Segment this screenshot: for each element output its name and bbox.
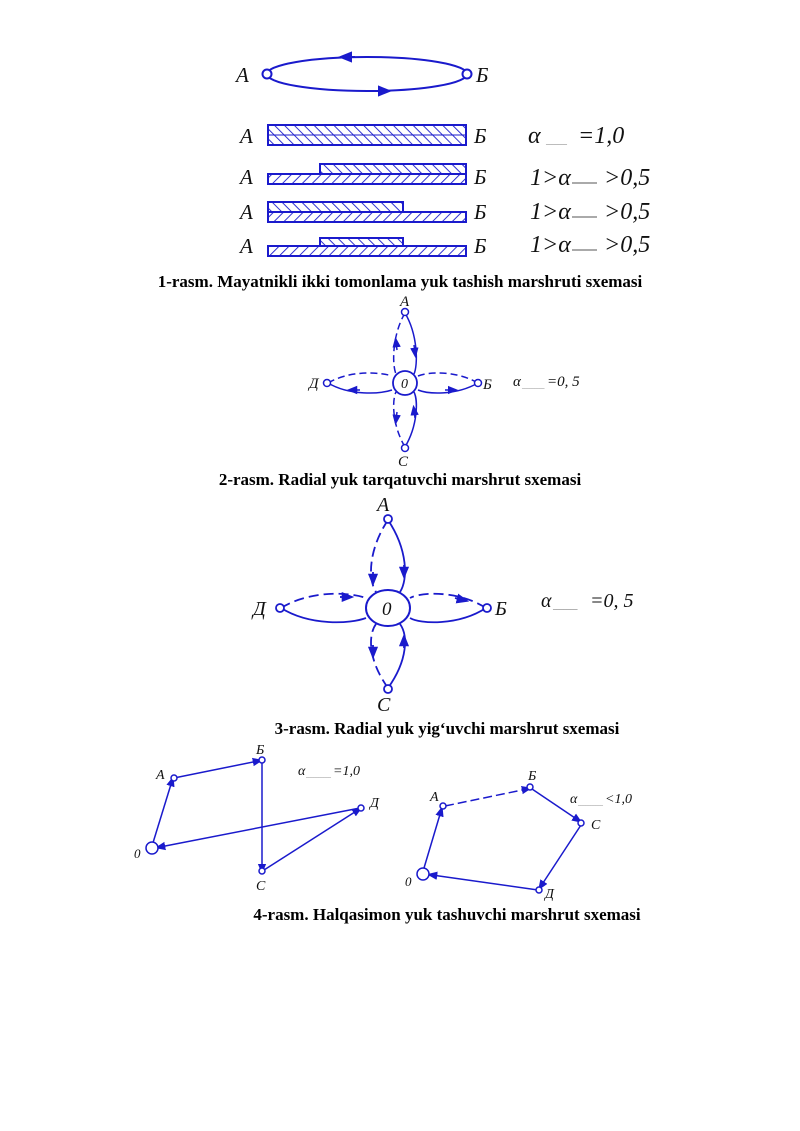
center-label: 0 bbox=[401, 377, 408, 392]
node-c-label: С bbox=[591, 818, 601, 833]
route-0-a bbox=[152, 781, 172, 846]
node-a-label: А bbox=[156, 768, 165, 783]
node-b-point bbox=[463, 70, 472, 79]
route-right-dashed bbox=[410, 594, 486, 608]
row2-node-a: А bbox=[240, 165, 253, 189]
load-row-2 bbox=[238, 164, 650, 191]
route-down-solid bbox=[388, 624, 405, 688]
route-left-dashed bbox=[328, 373, 392, 383]
route-down-solid bbox=[405, 392, 416, 447]
node-b-label: Б bbox=[256, 743, 265, 758]
coef-subscript: __________ bbox=[306, 774, 331, 779]
coef-symbol: α bbox=[513, 374, 521, 390]
coef-subscript: _________ bbox=[522, 385, 545, 390]
row1-value: =1,0 bbox=[578, 123, 625, 149]
load-bar-top bbox=[268, 202, 403, 212]
route-c-d bbox=[264, 810, 358, 870]
route-left-dashed bbox=[281, 594, 366, 608]
route-left-solid bbox=[281, 608, 366, 622]
arrow-down bbox=[396, 412, 397, 420]
figure-4-caption: 4-rasm. Halqasimon yuk tashuvchi marshrut sxemasi bbox=[253, 905, 641, 924]
node-b-label: Б bbox=[476, 63, 489, 87]
route-up-dashed bbox=[371, 520, 388, 592]
node-a-label: А bbox=[430, 790, 439, 805]
arrow-down-return bbox=[414, 410, 415, 418]
figure-2 bbox=[307, 294, 580, 470]
row4-node-a: А bbox=[240, 234, 253, 258]
row1-node-a: А bbox=[240, 124, 253, 148]
node-d-point bbox=[276, 604, 284, 612]
node-b-label: Б bbox=[483, 377, 492, 393]
load-bar-base bbox=[268, 246, 466, 256]
node-c-label: С bbox=[398, 454, 409, 470]
route-a-b bbox=[174, 761, 258, 778]
node-d-label: Д bbox=[370, 796, 379, 811]
row3-node-a: А bbox=[240, 200, 253, 224]
route-right-solid bbox=[418, 383, 478, 393]
node-c-label: С bbox=[377, 694, 391, 716]
route-a-b bbox=[445, 789, 527, 806]
coef-symbol: α bbox=[298, 764, 306, 779]
node-b-point bbox=[475, 380, 482, 387]
coef-subscript: _______ bbox=[553, 603, 578, 611]
route-down-dashed bbox=[371, 624, 388, 688]
row4-coef: 1>α bbox=[530, 232, 571, 258]
row4-node-b: Б bbox=[474, 234, 487, 258]
node-a-point bbox=[440, 803, 446, 809]
node-d-point bbox=[536, 887, 542, 893]
row1-coef-sub: _______ bbox=[546, 140, 567, 146]
figure-1-caption: 1-rasm. Mayatnikli ikki tomonlama yuk tashish marshruti sxemasi bbox=[157, 272, 643, 291]
load-bar-top bbox=[320, 238, 403, 246]
row4-value: >0,5 bbox=[604, 232, 651, 258]
load-row-1 bbox=[238, 123, 624, 149]
node-b-point bbox=[527, 784, 533, 790]
node-d-label: Д bbox=[309, 376, 319, 392]
arrow-up bbox=[396, 342, 397, 350]
node-c-point bbox=[578, 820, 584, 826]
route-up-dashed bbox=[394, 313, 405, 374]
figure-3 bbox=[251, 494, 634, 716]
route-c-d bbox=[541, 825, 581, 886]
row3-coef: 1>α bbox=[530, 199, 571, 225]
coef-subscript: __________ bbox=[578, 802, 603, 807]
origin-label: 0 bbox=[405, 874, 412, 889]
route-up-solid bbox=[405, 313, 416, 374]
node-a-point bbox=[263, 70, 272, 79]
figure-3-caption: 3-rasm. Radial yuk yig‘uvchi marshrut sxemasi bbox=[274, 719, 620, 738]
load-bar-top bbox=[320, 164, 466, 174]
coef-value: =1,0 bbox=[333, 764, 360, 779]
pendulum-route bbox=[234, 57, 488, 91]
load-row-3 bbox=[238, 199, 650, 225]
node-d-label: Д bbox=[545, 887, 554, 902]
node-a-point bbox=[384, 515, 392, 523]
route-d-0 bbox=[432, 875, 538, 890]
row1-coef: α bbox=[528, 123, 541, 149]
load-bar-base bbox=[268, 174, 466, 184]
row2-node-b: Б bbox=[474, 165, 487, 189]
row2-coef: 1>α bbox=[530, 165, 571, 191]
node-a-label: А bbox=[377, 494, 390, 516]
row1-node-b: Б bbox=[474, 124, 487, 148]
origin-point bbox=[146, 842, 158, 854]
load-row-4 bbox=[238, 232, 650, 258]
node-c-point bbox=[384, 685, 392, 693]
node-d-label: Д bbox=[253, 598, 266, 620]
node-c-point bbox=[259, 868, 265, 874]
figure-1 bbox=[234, 57, 650, 258]
route-ellipse bbox=[267, 57, 467, 91]
node-a-label: А bbox=[400, 294, 410, 310]
figure-4-left bbox=[134, 743, 380, 894]
node-b-label: Б bbox=[528, 769, 537, 784]
node-c-label: С bbox=[256, 879, 266, 894]
coef-value: =0, 5 bbox=[590, 590, 634, 612]
node-c-point bbox=[402, 445, 409, 452]
node-d-point bbox=[358, 805, 364, 811]
route-right-dashed bbox=[418, 373, 478, 383]
node-a-point bbox=[171, 775, 177, 781]
arrow-right bbox=[455, 598, 463, 600]
route-0-a bbox=[424, 811, 441, 868]
arrow-up-return bbox=[414, 345, 415, 353]
node-a-label: А bbox=[236, 63, 249, 87]
figure-4-right bbox=[405, 769, 632, 902]
route-up-solid bbox=[388, 520, 405, 592]
coef-value: <1,0 bbox=[605, 792, 632, 807]
origin-label: 0 bbox=[134, 846, 141, 861]
coef-value: =0, 5 bbox=[547, 374, 580, 390]
node-b-label: Б bbox=[495, 598, 507, 620]
node-b-point bbox=[483, 604, 491, 612]
row3-value: >0,5 bbox=[604, 199, 651, 225]
row2-value: >0,5 bbox=[604, 165, 651, 191]
route-left-solid bbox=[328, 383, 392, 393]
origin-point bbox=[417, 868, 429, 880]
figure-2-caption: 2-rasm. Radial yuk tarqatuvchi marshrut sxemasi bbox=[218, 470, 582, 489]
center-label: 0 bbox=[382, 599, 392, 620]
route-right-solid bbox=[410, 608, 486, 622]
coef-symbol: α bbox=[570, 792, 578, 807]
coef-symbol: α bbox=[541, 590, 552, 612]
load-bar-base bbox=[268, 212, 466, 222]
node-d-point bbox=[324, 380, 331, 387]
row3-node-b: Б bbox=[474, 200, 487, 224]
